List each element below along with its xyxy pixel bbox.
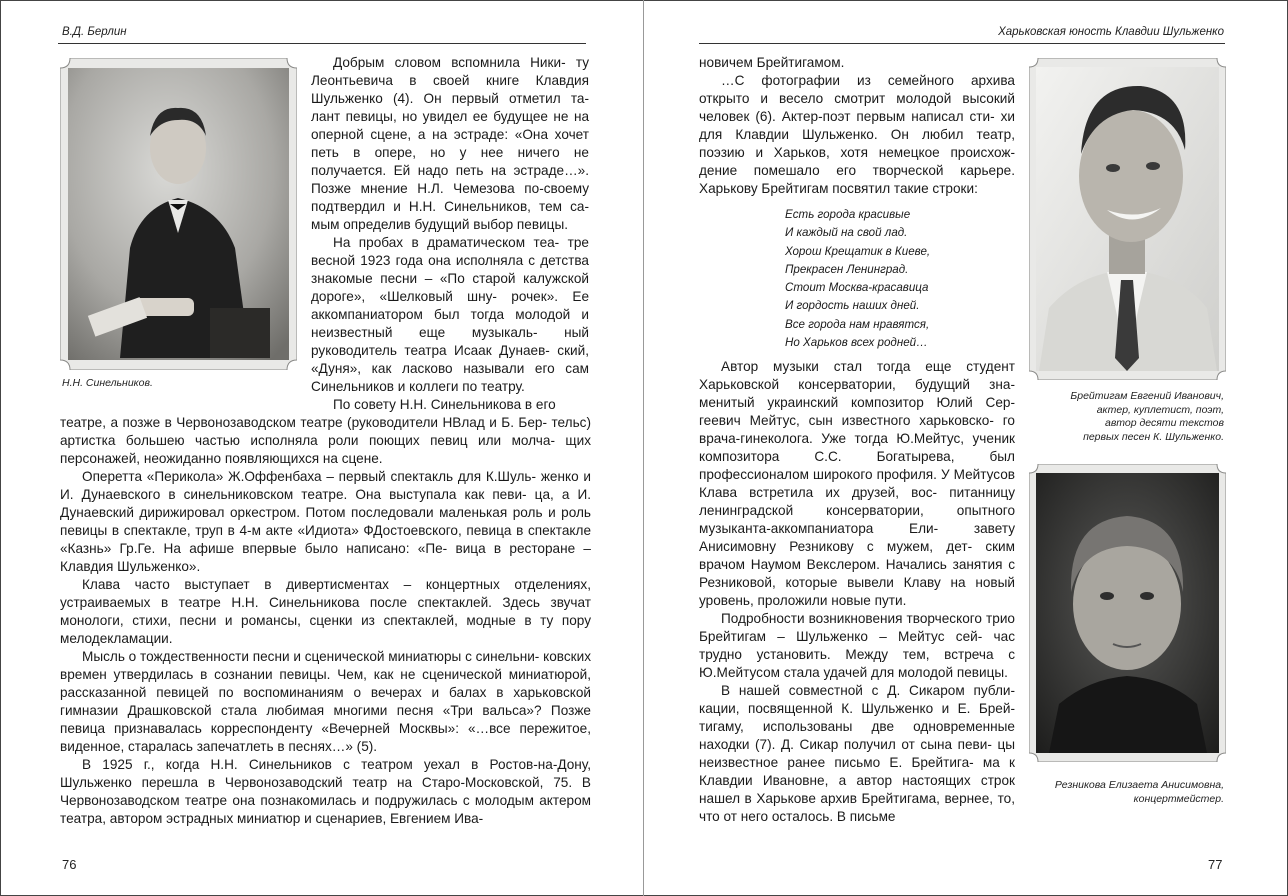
paragraph-5: Клава часто выступает в дивертисментах – концертных отделениях, устраиваемых в театре Н.Н. Синельникова после спектаклей. Здесь звучат монологи, стихи, песни и романсы, сценки из спектаклей, модные в ту пору мелодекламации. bbox=[60, 577, 591, 646]
photo-breitigam bbox=[1029, 58, 1226, 380]
photo-caption-breitigam: Брейтигам Евгений Иванович, актер, куплетист, поэт, автор десяти текстов первых песен К. Шульженко. bbox=[1070, 390, 1224, 443]
text-after-poem bbox=[699, 358, 1015, 826]
book-gutter bbox=[643, 0, 644, 896]
paragraph-r2: …С фотографии из семейного архива открыто и весело смотрит молодой высокий человек (6). Актер-поэт первым написал сти- хи для Клавдии Шульженко. Он любил театр, поэзию и Харьков, хотя немецкое происхож- дение помешало его творческой карьере. Харькову Брейтигам посвятил такие строки: bbox=[699, 73, 1015, 196]
paragraph-r1: новичем Брейтигамом. bbox=[699, 55, 845, 70]
running-head-right: Харьковская юность Клавдии Шульженко bbox=[998, 26, 1224, 38]
paragraph-6: Мысль о тождественности песни и сценической миниатюры с синельни- ковских времен утвердилась в сознании певицы. Чем, как не сценической миниатюрой, рассказанной певицей по воспоминаниям о вечерах и балах в харьковской гимназии Драшковской стала любимая многими песня «Три вальса»? Позже певица признавалась корреспонденту «Вечерней Москвы»: «…все пережитое, виденное, старалась запечатлеть в песнях…» (5). bbox=[60, 649, 592, 754]
poem-line: Есть города красивые bbox=[785, 208, 911, 221]
paragraph-4: Оперетта «Перикола» Ж.Оффенбаха – первый спектакль для К.Шуль- женко и И. Дунаевского в синельниковском театре. Она выступала как певи- ца, а И. Дунаевский дирижировал оркестром. Потом последовали маленькая роль и роль певицы в спектакле, труп в 4-м акте «Идиота» ФДостоевского, певица в спектакле «Казнь» Гр.Ге. На афише впервые было написано: «Пе- вица в ресторане – Клавдия Шульженко». bbox=[60, 469, 592, 574]
paragraph-3-cont: театре, а позже в Червонозаводском театре (руководители НВлад и Б. Бер- тельс) артистка большею частью исполняла роли поющих певиц или молча- щих персонажей, неожиданно появляющихся на сцене. bbox=[60, 415, 591, 466]
paragraph-r3: Автор музыки стал тогда еще студент Харьковской консерватории, будущий зна- менитый украинский композитор Юлий Сер- геевич Мейтус, сын известного харьковско- го врача-гинеколога. Уже тогда Ю.Мейтус, ученик композитора С.С. Богатырева, был профессионалом широкого профиля. У Мейтусов Клава встретила их друзей, вос- питанницу ленинградской консерватории, опытного музыканта-аккомпаниатора Ели- завету Анисимовну Резникову с мужем, дет- ским врачом Наумом Векслером. Начались занятия с Резниковой, которые вывели Клаву на новый уровень, проложили новые пути. bbox=[699, 359, 1016, 608]
poem-line: И каждый на свой лад. bbox=[785, 226, 908, 240]
text-beside-photo bbox=[311, 54, 589, 414]
poem-line: Стоит Москва-красавица bbox=[785, 281, 929, 295]
header-rule-left bbox=[58, 43, 586, 44]
poem-line: Хорош Крещатик в Киеве, bbox=[785, 244, 931, 258]
photo-reznikova bbox=[1029, 464, 1226, 762]
paragraph-2: На пробах в драматическом теа- тре весной 1923 года она исполняла с детства знакомые песни – «По старой калужской дороге», «Шелковый шну- рочек». Ее аккомпаниатором был тогда молодой и неизвестный еще музыкаль- ный руководитель театра Исаак Дунаев- ский, «Дуня», как ласково называли его сам Синельников и коллеги по театру. bbox=[311, 235, 590, 394]
text-full-width-left bbox=[60, 414, 591, 828]
paragraph-r5: В нашей совместной с Д. Сикаром публи- кации, посвященной К. Шульженко и Е. Брей- тигаму, использованы две одновременные находки (7). Д. Сикар получил от сына певи- цы неизвестное ранее письмо Е. Брейтига- ма к Клавдии Ивановне, а автор настоящих строк нашел в Харькове архив Брейтигама, вернее, то, что от него осталось. В письме bbox=[699, 683, 1015, 824]
header-rule-right bbox=[699, 43, 1225, 44]
paragraph-3-start: По совету Н.Н. Синельникова в его bbox=[333, 397, 556, 412]
photo-caption-reznikova: Резникова Елизаета Анисимовна, концертмейстер. bbox=[1054, 779, 1224, 805]
text-before-poem bbox=[699, 54, 1015, 198]
poem bbox=[785, 206, 930, 352]
running-head-left: В.Д. Берлин bbox=[62, 26, 127, 38]
poem-line: И гордость наших дней. bbox=[785, 299, 920, 313]
paragraph-1: Добрым словом вспомнила Ники- ту Леонтьевича в своей книге Клавдия Шульженко (4). Он первый отметил та- лант певицы, но увидел ее будущее не на оперной сцене, а на эстраде: «Она хочет петь в опере, но у нее ничего не получается. Ей надо петь на эстраде…». Позже мнение Н.Л. Чемезова по-своему подтвердил и Н.Н. Синельников, тем са- мым определив будущий выбор певицы. bbox=[311, 55, 590, 232]
poem-line: Прекрасен Ленинград. bbox=[785, 262, 909, 276]
page-number-right: 77 bbox=[1208, 857, 1223, 872]
page-number-left: 76 bbox=[62, 857, 77, 872]
poem-line: Все города нам нравятся, bbox=[785, 317, 930, 331]
photo-caption-sinelnikov: Н.Н. Синельников. bbox=[62, 377, 153, 389]
poem-line: Но Харьков всех родней… bbox=[785, 336, 928, 350]
paragraph-r4: Подробности возникновения творческого трио Брейтигам – Шульженко – Мейтус сей- час трудно установить. Между тем, встреча с Ю.Мейтусом стала удачей для молодой певицы. bbox=[699, 611, 1015, 680]
paragraph-7: В 1925 г., когда Н.Н. Синельников с театром уехал в Ростов-на-Дону, Шульженко перешла в Червонозаводский театр на Старо-Московской, 75. В Червонозаводском театре она познакомилась и подружилась с молодым актером театра, автором эстрадных миниатюр и сценариев, Евгением Ива- bbox=[60, 757, 591, 826]
photo-sinelnikov bbox=[60, 58, 297, 370]
